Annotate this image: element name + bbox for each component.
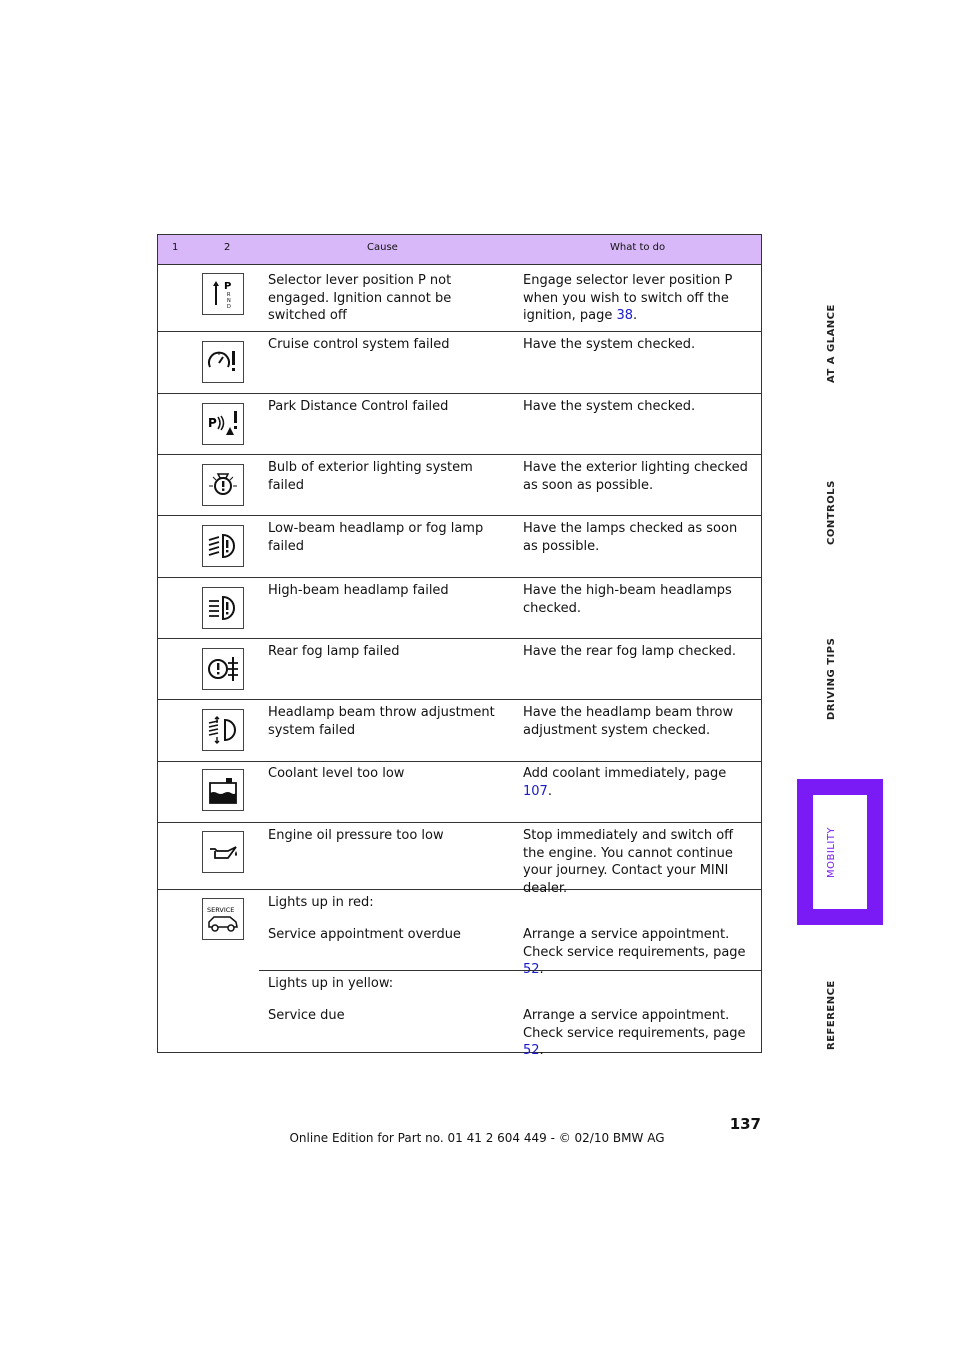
cause-text: High-beam headlamp failed [268,583,449,598]
svg-text:R: R [227,292,231,298]
table-row [158,762,761,823]
todo-text: Have the exterior lighting checked as soon as possible. [523,460,748,493]
table-row [158,265,761,332]
page-number: 137 [729,1115,761,1133]
yellow-heading: Lights up in yellow: [268,976,394,991]
tab-driving-tips[interactable]: DRIVING TIPS [826,637,837,720]
table-row [158,639,761,700]
todo-text: Have the high-beam headlamps checked. [523,583,732,616]
cause-text: Selector lever position P not engaged. Ignition cannot be switched off [268,273,452,324]
table-row [158,578,761,639]
page-link[interactable]: 52 [523,1043,540,1059]
cause-text: Headlamp beam throw adjustment system failed [268,705,495,738]
red-heading: Lights up in red: [268,895,374,910]
todo-text: Add coolant immediately, page 107. [523,766,727,799]
table-row [158,394,761,455]
svg-text:P: P [224,281,232,292]
todo-text: Have the system checked. [523,337,696,352]
cause-text: Cruise control system failed [268,337,450,352]
indicator-table [157,234,762,1059]
todo-text: Engage selector lever position P when you wish to switch off the ignition, page 38. [523,273,733,324]
svg-text:D: D [227,304,231,310]
cause-text: Coolant level too low [268,766,405,781]
todo-text: Have the system checked. [523,399,696,414]
page-link[interactable]: 52 [523,962,540,978]
page-link[interactable]: 107 [523,783,548,799]
cause-text: Rear fog lamp failed [268,644,400,659]
selector-lever-p-icon [202,273,244,315]
cause-text: Engine oil pressure too low [268,828,444,843]
headlamp-range-warning-icon [202,709,244,751]
footer-text: Online Edition for Part no. 01 41 2 604 449 - © 02/10 BMW AG [289,1131,665,1145]
table-row [158,516,761,578]
cruise-control-warning-icon [202,341,244,383]
page-link[interactable]: 38 [616,308,634,324]
tab-at-a-glance[interactable]: AT A GLANCE [826,304,837,383]
table-row-service [158,890,761,1059]
todo-text: Have the rear fog lamp checked. [523,644,737,659]
exterior-bulb-warning-icon [202,464,244,506]
table-row [158,823,761,896]
todo-header: What to do [610,242,666,253]
cause-text: Park Distance Control failed [268,399,449,414]
table-row [158,455,761,516]
todo-text: Stop immediately and switch off the engine. You cannot continue your journey. Contact your MINI dealer. [523,828,734,896]
yellow-todo: Arrange a service appointment. Check service requirements, page 52. [523,1008,746,1059]
red-todo: Arrange a service appointment. Check service requirements, page 52. [523,927,746,978]
table-header [158,235,761,265]
table-row [158,332,761,394]
coolant-level-icon [202,769,244,811]
row-divider [259,970,761,971]
red-cause: Service appointment overdue [268,927,461,942]
cause-text: Bulb of exterior lighting system failed [268,460,473,493]
cause-text: Low-beam headlamp or fog lamp failed [268,521,484,554]
tab-mobility[interactable]: MOBILITY [826,826,837,878]
oil-pressure-icon [202,831,244,873]
park-distance-warning-icon [202,403,244,445]
low-beam-warning-icon [202,525,244,567]
col1-header: 1 [172,242,179,253]
rear-fog-warning-icon [202,648,244,690]
svg-text:P: P [208,416,217,430]
yellow-cause: Service due [268,1008,345,1023]
todo-text: Have the lamps checked as soon as possible. [523,521,738,554]
service-car-icon [202,898,244,940]
svg-text:N: N [227,298,231,304]
tab-reference[interactable]: REFERENCE [826,980,837,1050]
table-row [158,700,761,762]
high-beam-warning-icon [202,587,244,629]
col2-header: 2 [224,242,231,253]
tab-controls[interactable]: CONTROLS [826,480,837,545]
todo-text: Have the headlamp beam throw adjustment system checked. [523,705,734,738]
service-icon-text: SERVICE [207,906,235,914]
tab-mobility-inner [813,795,867,909]
cause-header: Cause [367,242,398,253]
